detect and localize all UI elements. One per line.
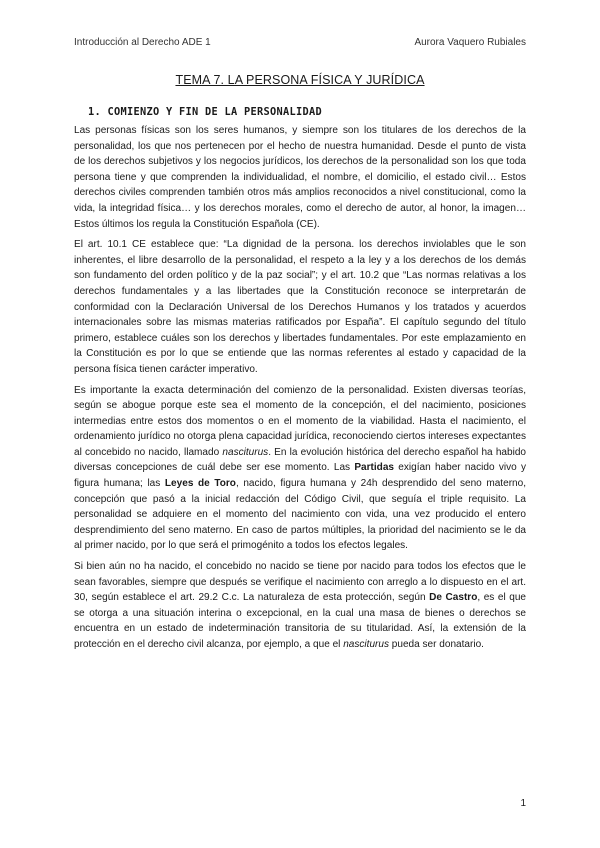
nasciturus-term: nasciturus (222, 446, 269, 458)
partidas-term: Partidas (354, 462, 394, 474)
page-number: 1 (520, 798, 526, 809)
paragraph-3: Es importante la exacta determinación del comienzo de la personalidad. Existen diversas teorías, según se abogue porque este sea el momento de la concepción, el del nacimiento, posiciones intermedias entre estos dos momentos o en el momento de la viabilidad. Hasta el nacimiento, el ordenamiento jurídico no otorga plena capacidad jurídica, reconociendo ciertos intereses expectantes al concebido no nacido, llamado nasciturus. En la evolución histórica del derecho español ha habido diversas concepciones de cuál debe ser ese momento. Las Partidas exigían haber nacido vivo y figura humana; las Leyes de Toro, nacido, figura humana y 24h desprendido del seno materno, concepción que pasó a la inicial redacción del Código Civil, que seguía el triple requisito. La personalidad se adquiere en el momento del nacimiento con vida, una vez producido el entero desprendimiento del seno materno. En caso de partos múltiples, la prioridad del nacimiento se le da al primer nacido, por lo que será el primogénito a todos los efectos legales. (74, 384, 526, 552)
header-author: Aurora Vaquero Rubiales (414, 37, 526, 48)
section-heading: 1. COMIENZO Y FIN DE LA PERSONALIDAD (88, 106, 322, 118)
page-header (74, 37, 526, 48)
document-title: TEMA 7. LA PERSONA FÍSICA Y JURÍDICA (175, 73, 425, 87)
header-course: Introducción al Derecho ADE 1 (74, 37, 211, 48)
paragraph-1: Las personas físicas son los seres humanos, y siempre son los titulares de los derechos de la personalidad, los que nos pertenecen por el hecho de nuestra humanidad. Desde el punto de vista de los derechos subjetivos y los negocios jurídicos, los derechos de la personalidad son los que toda persona tiene y que comprenden la individualidad, el nombre, el domicilio, el estado civil… Estos derechos civiles comprenden también otros más amplios reconocidos a nivel constitucional, como la vida, la integridad física… y los derechos morales, como el derecho de autor, al honor, la imagen… Estos últimos los regula la Constitución Española (CE). (74, 125, 526, 230)
leyes-de-toro-term: Leyes de Toro (164, 478, 236, 490)
de-castro-term: De Castro (429, 592, 478, 604)
paragraph-2: El art. 10.1 CE establece que: “La dignidad de la persona. los derechos inviolables que le son inherentes, el libre desarrollo de la personalidad, el respeto a la ley y a los derechos de los demás son fundamento del orden político y de la paz social”; y el art. 10.2 que “Las normas relativas a los derechos fundamentales y a las libertades que la Constitución reconoce se interpretarán de conformidad con la Declaración Universal de los Derechos Humanos y los tratados y acuerdos internacionales sobre las mismas materias ratificados por España”. El capítulo segundo del título primero, establece cuáles son los derechos y libertades fundamentales. Por este emplazamiento en la Constitución es por lo que se entiende que las normas referentes al estado y capacidad de la persona física tienen carácter imperativo. (74, 239, 526, 375)
nasciturus-term: nasciturus (343, 639, 389, 650)
paragraph-4: Si bien aún no ha nacido, el concebido no nacido se tiene por nacido para todos los efectos que le sean favorables, siempre que después se verifique el nacimiento con arreglo a lo dispuesto en el art. 30, según establece el art. 29.2 C.c. La naturaleza de esta protección, según De Castro, es el que se otorga a una situación interina o excepcional, en la cual una masa de bienes o derechos se encuentra en un estado de indeterminación transitoria de su titularidad. Así, la extensión de la protección en el derecho civil alcanza, por ejemplo, a que el nasciturus pueda ser donatario. (74, 561, 526, 650)
body-text (74, 123, 526, 658)
